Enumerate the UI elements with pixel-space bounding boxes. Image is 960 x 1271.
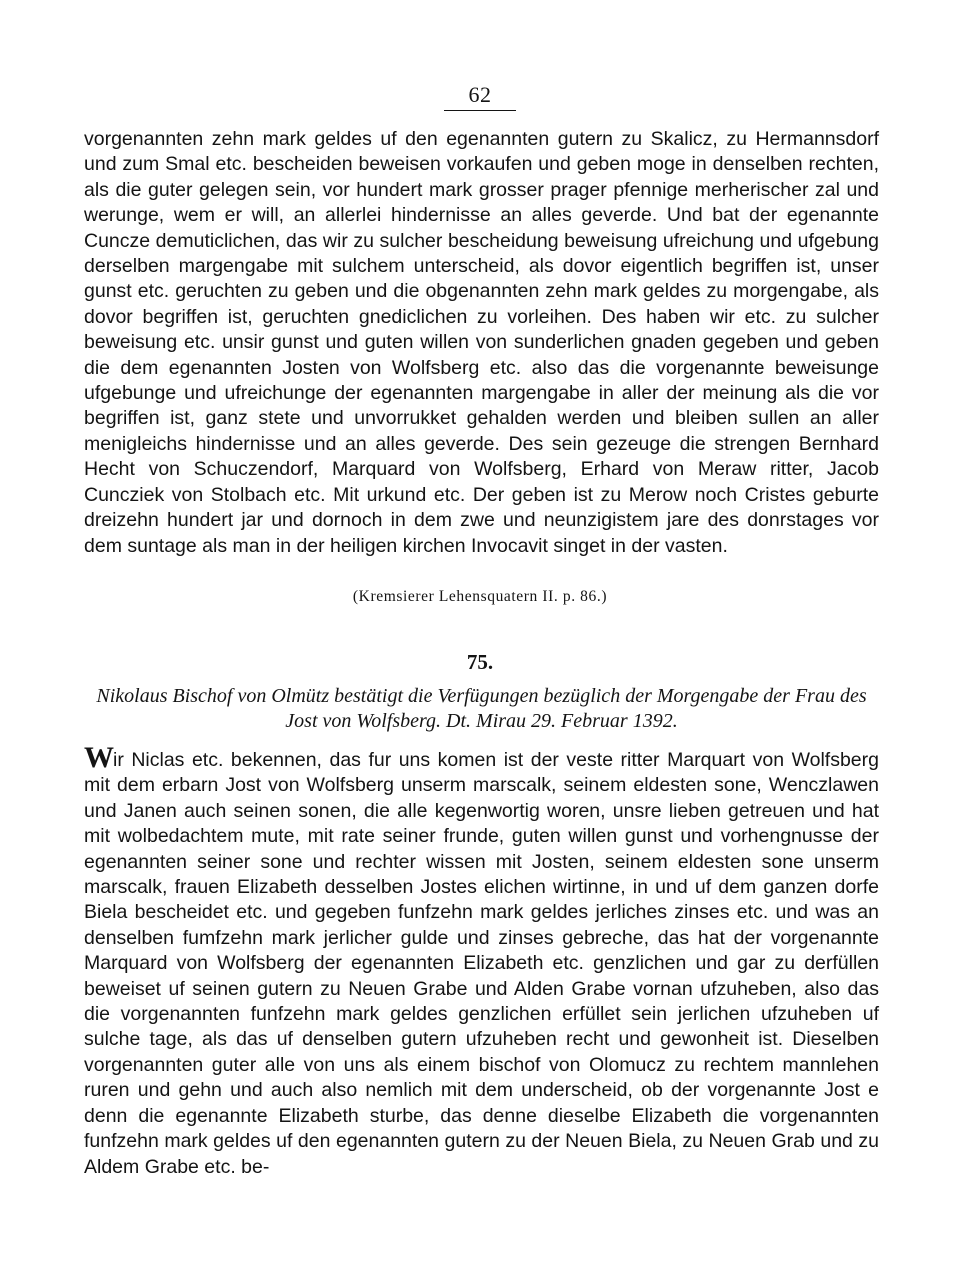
page-header bbox=[0, 82, 960, 111]
document-body-paragraph bbox=[84, 741, 879, 1180]
document-heading: Nikolaus Bischof von Olmütz bestätigt die Verfügungen bezüglich der Morgengabe der Frau des Jost von Wolfsberg. Dt. Mirau 29. Februar 1392. bbox=[96, 685, 867, 732]
document-body-text: ir Niclas etc. bekennen, das fur uns komen ist der veste ritter Marquart von Wolfsberg mit dem erbarn Jost von Wolfsberg unserm marscalk, seinem eldesten sone, Wenczlawen und Janen auch seinen sonen, die alle kegenwortig woren, unsre lieben getreuen und hat mit wolbedachtem mute, mit rate seiner frunde, guten willen gunst und vorhengnusse der egenannten seiner sone und rechter wissen mit Josten, seinem eldesten sone unserm marscalk, frauen Elizabeth desselben Jostes elichen wirtinne, in und uf dem ganzen dorfe Biela bescheidet etc. und gegeben funfzehn mark geldes jerliches zinses etc. und was an denselben fumfzehn mark jerlicher gulde und zinses gebreche, das hat der vorgenannte Marquard von Wolfsberg der egenannten Elizabeth etc. genzlichen und gar zu derfüllen beweiset uf seinen gutern zu Neuen Grabe und Alden Grabe vornan ufzuheben, also das die vorgenannten funfzehn mark geldes genzlichen erfüllet sein jerlichen ufzuheben uf sulche tage, als das uf denselben gutern ufzuheben recht und gewonheit ist. Dieselben vorgenannten guter alle von uns als einem bischof von Olomucz zu rechtem mannlehen ruren und gehn und auch also nemlich mit dem underscheid, ob der vorgenannte Jost e denn die egenannte Elizabeth sturbe, das denne dieselbe Elizabeth die vorgenannten funfzehn mark geldes uf den egenannten gutern zu der Neuen Biela, zu Neuen Grab und zu Aldem Grabe etc. be- bbox=[84, 749, 879, 1178]
page-number: 62 bbox=[444, 82, 516, 111]
initial-letter: W bbox=[84, 741, 113, 774]
body-paragraph-continued: vorgenannten zehn mark geldes uf den egenannten gutern zu Skalicz, zu Hermannsdorf und zum Smal etc. bescheiden beweisen vorkaufen und geben moge in denselben rechten, als die guter gelegen sein, vor hundert mark grosser prager pfennige merherischer zal und werunge, wem er will, an allerlei hindernisse an alles geverde. Und bat der egenannte Cuncze demuticlichen, das wir zu sulcher bescheidung beweisung ufreichung und ufgebung derselben margengabe mit sulchem unterscheid, als dovor eigentlich begriffen ist, unser gunst etc. geruchten zu geben und die obgenannten zehn mark geldes zu morgengabe, als dovor begriffen ist, geruchten gnediclichen zu vorleihen. Des haben wir etc. zu sulcher beweisung etc. unsir gunst und guten willen von sunderlichen gnaden gegeben und geben die dem egenannten Josten von Wolfsberg etc. also das die vorgenannte beweisunge ufgebunge und ufreichunge der egenannten margengabe in aller der meinung als die vor begriffen ist, ganz stete und unvorrukket gehalden werden und bleiben sullen an aller menigleichs hindernisse und an alles geverde. Des sein gezeuge die strengen Bernhard Hecht von Schuczendorf, Marquard von Wolfsberg, Erhard von Meraw ritter, Jacob Cuncziek von Stolbach etc. Mit urkund etc. Der geben ist zu Merow noch Cristes geburte dreizehn hundert jar und dornoch in dem zwe und neunzigistem jare des donrstages vor dem suntage als man in der heiligen kirchen Invocavit singet in der vasten. bbox=[84, 128, 879, 557]
document-number: 75. bbox=[466, 650, 494, 674]
source-citation: (Kremsierer Lehensquatern II. p. 86.) bbox=[352, 588, 608, 605]
